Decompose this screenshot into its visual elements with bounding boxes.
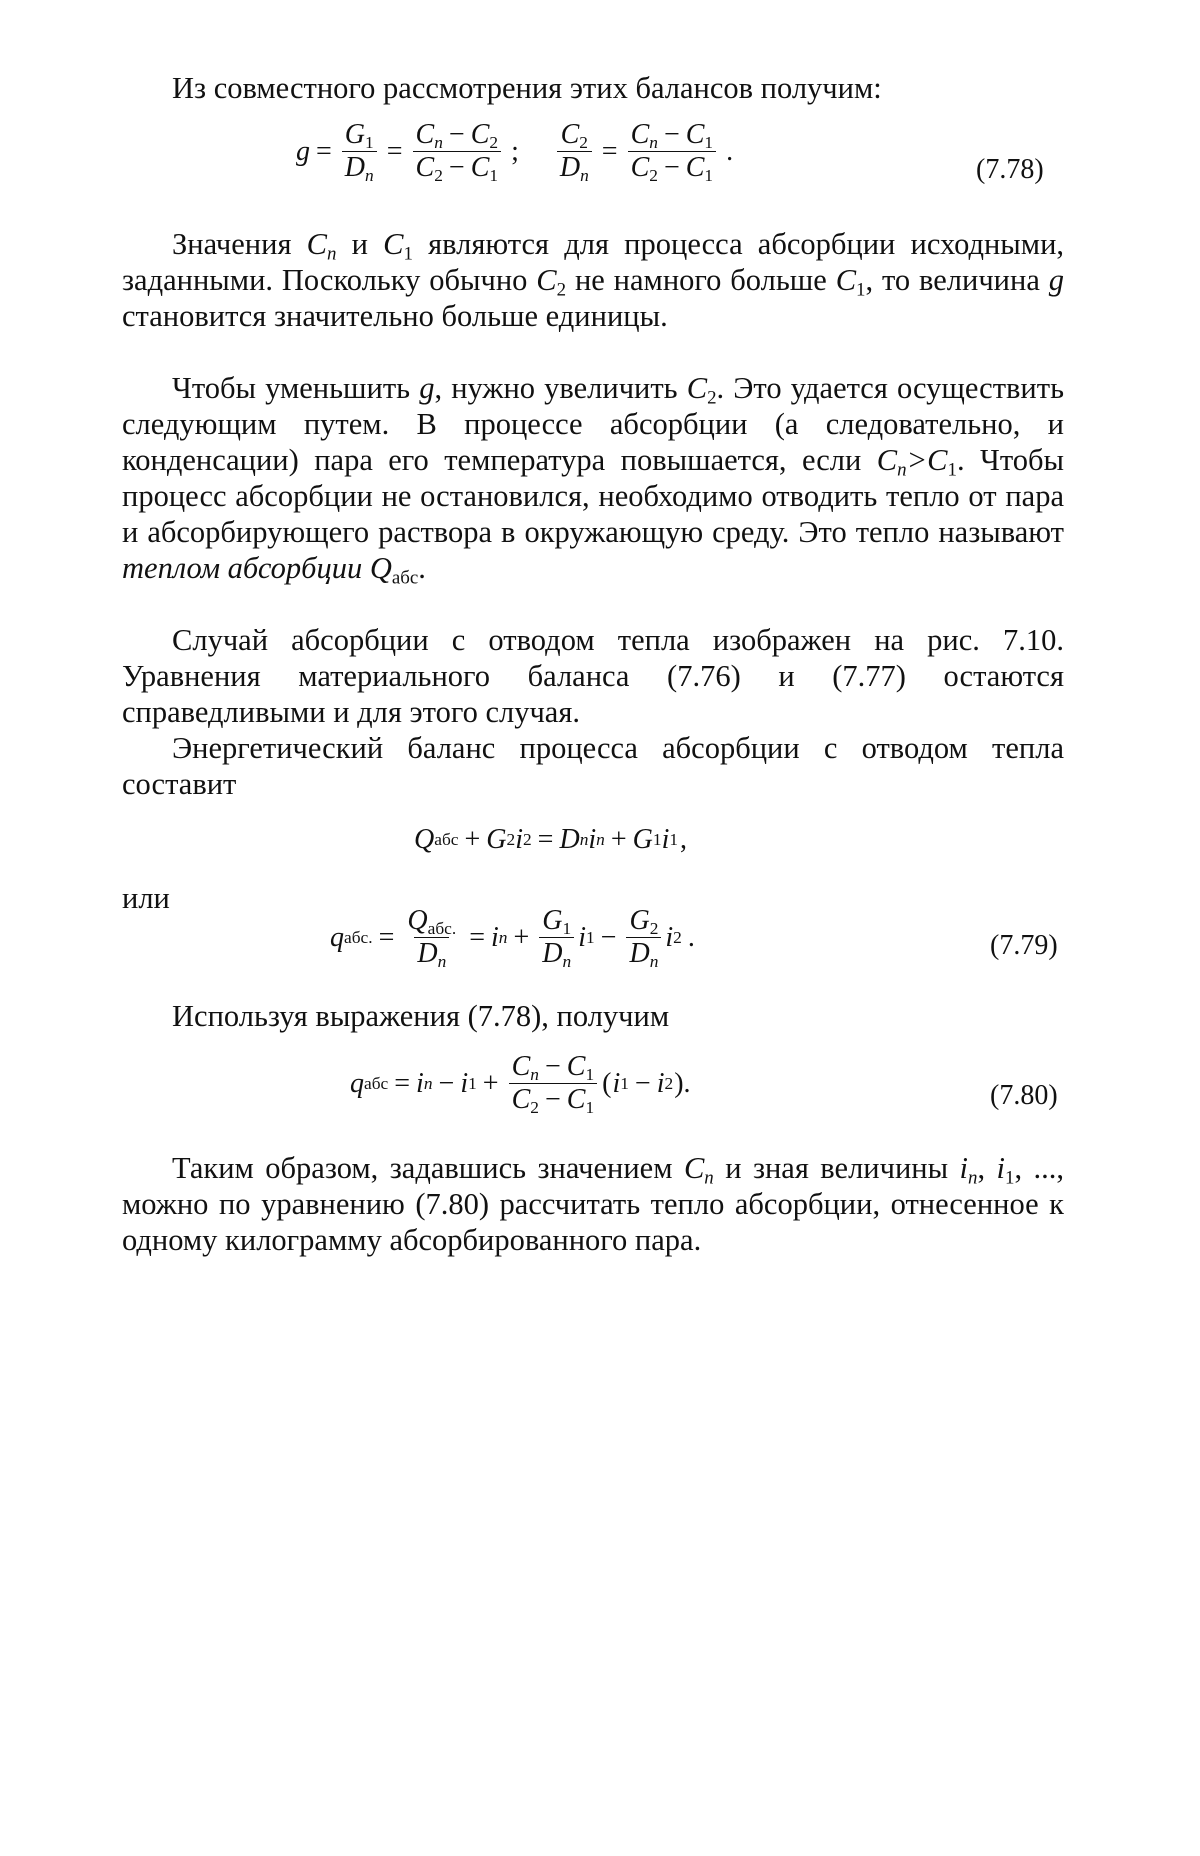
paragraph-2: Чтобы уменьшить g, нужно увеличить $C_2$. Это удается осуществить следующим путем. В процессе абсорбции (а следовательно, и конденсации) пара его температура повышается, если $C_n>C_1$. Чтобы процесс абсорбции не остановился, необходимо отводить тепло от пара и абсорбирующего раствора в окружающую среду. Это тепло называют теплом абсорбции $Q_{абс}$. (122, 371, 1065, 589)
paragraph-1: Значения $C_n$ и $C_1$ являются для процесса абсорбции исходными, заданными. Поскольку обычно $C_2$ не намного больше $C_1$, то величина g становится значительно больше единицы. (122, 227, 1065, 333)
paragraph-5: Используя выражения (7.78), получим (172, 999, 670, 1033)
fraction: $\frac{Q_{абс.}}{D_n}$ (407, 905, 457, 971)
equation-7-78: g = $\frac{G_1}{D_n}$ = $\frac{C_n - C_2}{C_2 - C_1}$ ; $\frac{C_2}{D_n}$ = $\frac{C_n - C_1}{C_2 - C_1}$ . (296, 119, 734, 185)
fraction: $\frac{C_n - C_1}{C_2 - C_1}$ (509, 1052, 598, 1115)
equation-energy-balance: Q абс + G 2 i 2 = D n i n + G 1 i 1 , (414, 824, 688, 855)
intro-line: Из совместного рассмотрения этих балансов получим: (172, 71, 882, 105)
fraction: $\frac{G_2}{D_n}$ (626, 906, 661, 969)
fraction: $\frac{G_1}{D_n}$ (539, 906, 574, 969)
equation-7-80: q абс = i n − i 1 + $\frac{C_n - C_1}{C_2 - C_1}$ ( i 1 − i 2 ). (350, 1051, 691, 1117)
equation-number-7-79: (7.79) (990, 930, 1058, 961)
fraction: $\frac{C_n - C_1}{C_2 - C_1}$ (628, 120, 717, 183)
fraction: $\frac{C_n - C_2}{C_2 - C_1}$ (413, 120, 502, 183)
equation-7-79: q абс. = $\frac{Q_{абс.}}{D_n}$ = i n + $\frac{G_1}{D_n}$ i 1 − $\frac{G_2}{D_n}$ i 2 . (330, 905, 695, 971)
paragraph-4: Энергетический баланс процесса абсорбции с отводом тепла составит (122, 731, 1064, 801)
fraction: $\frac{C_2}{D_n}$ (557, 120, 592, 183)
fraction: $\frac{G_1}{D_n}$ (342, 120, 377, 183)
paragraph-3: Случай абсорбции с отводом тепла изображен на рис. 7.10. Уравнения материального баланса (7.76) и (7.77) остаются справедливыми и для этого случая. (122, 623, 1064, 729)
equation-number-7-80: (7.80) (990, 1080, 1058, 1111)
paragraph-6: Таким образом, задавшись значением $C_n$ и зная величины $i_n$, $i_1$, ..., можно по уравнению (7.80) рассчитать тепло абсорбции, отнесенное к одному килограмму абсорбированного пара. (122, 1151, 1065, 1257)
equation-number-7-78: (7.78) (976, 154, 1044, 185)
or-word: или (122, 881, 170, 915)
